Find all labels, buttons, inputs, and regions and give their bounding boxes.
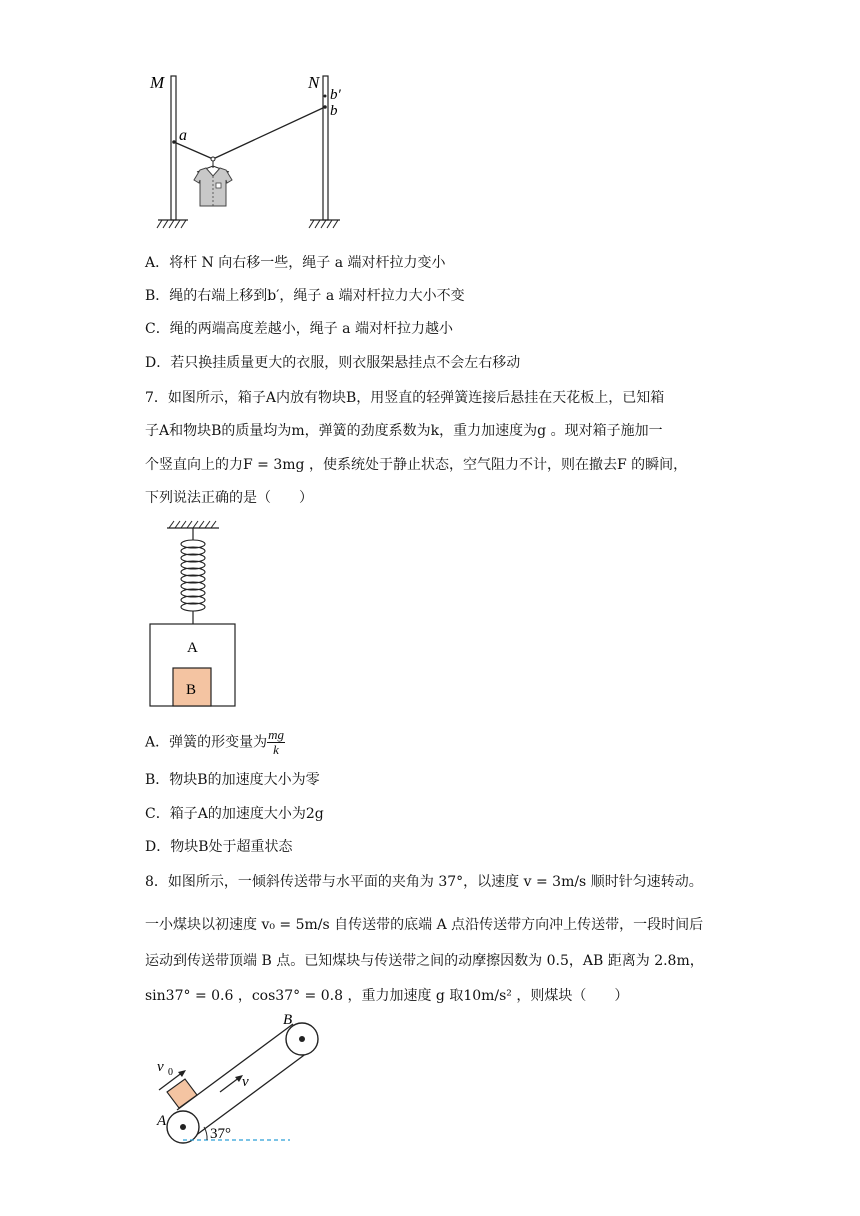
spring-icon [181,540,205,611]
q7-option-d: D．物块B处于超重状态 [145,839,293,855]
q7-stem-line2: 子A和物块B的质量均为m，弹簧的劲度系数为k，重力加速度为g 。现对箱子施加一 [145,423,663,439]
label-B: B [283,1012,293,1028]
block-b-label: B [186,682,197,698]
label-v: v [242,1074,249,1090]
coal-block [167,1079,197,1108]
shirt-icon [194,168,232,206]
q8-stem-line3: 运动到传送带顶端 B 点。已知煤块与传送带之间的动摩擦因数为 0.5，AB 距离为 2.8m， [145,953,704,969]
q7-option-c: C．箱子A的加速度大小为2g [145,806,324,822]
spring-box-figure [145,520,270,710]
fraction-numerator: mg [268,727,285,742]
label-b-prime: b′ [330,87,341,103]
q6-option-b: B．绳的右端上移到b′，绳子 a 端对杆拉力大小不变 [145,288,465,304]
q6-option-c: C．绳的两端高度差越小，绳子 a 端对杆拉力越小 [145,321,453,337]
q7-option-b: B．物块B的加速度大小为零 [145,772,320,788]
q6-option-a: A．将杆 N 向右移一些，绳子 a 端对杆拉力变小 [145,255,446,271]
label-v0-subscript: 0 [168,1067,173,1078]
label-b: b [330,103,338,119]
box-a-label: A [187,640,198,656]
q7-option-a-text: A．弹簧的形变量为 [145,734,268,751]
conveyor-belt-figure [145,1010,345,1150]
label-a: a [179,127,187,144]
clothesline-figure [140,68,360,240]
fraction-denominator: k [273,742,279,757]
q7-stem-line4: 下列说法正确的是（ ） [145,490,313,506]
q7-stem-line1: 7．如图所示，箱子A内放有物块B，用竖直的轻弹簧连接后悬挂在天花板上，已知箱 [145,390,665,406]
q8-stem-line2: 一小煤块以初速度 v₀ = 5m/s 自传送带的底端 A 点沿传送带方向冲上传送带，一段时间后 [145,917,704,933]
label-N: N [308,73,320,92]
q8-stem-line4: sin37° = 0.6 ，cos37° = 0.8 ，重力加速度 g 取10m/s² ，则煤块（ ） [145,988,629,1004]
q7-option-a [145,728,285,757]
q8-stem-line1: 8．如图所示，一倾斜传送带与水平面的夹角为 37°，以速度 v = 3m/s 顺时针匀速转动。 [145,874,703,890]
label-v0: v [157,1059,164,1075]
fraction-mg-over-k [267,728,285,757]
q6-option-d: D．若只换挂质量更大的衣服，则衣服架悬挂点不会左右移动 [145,355,521,371]
q7-stem-line3: 个竖直向上的力F = 3mg ，使系统处于静止状态，空气阻力不计，则在撤去F 的瞬间， [145,457,688,473]
label-A: A [157,1113,167,1129]
label-M: M [150,73,165,92]
angle-label: 37° [210,1126,231,1142]
